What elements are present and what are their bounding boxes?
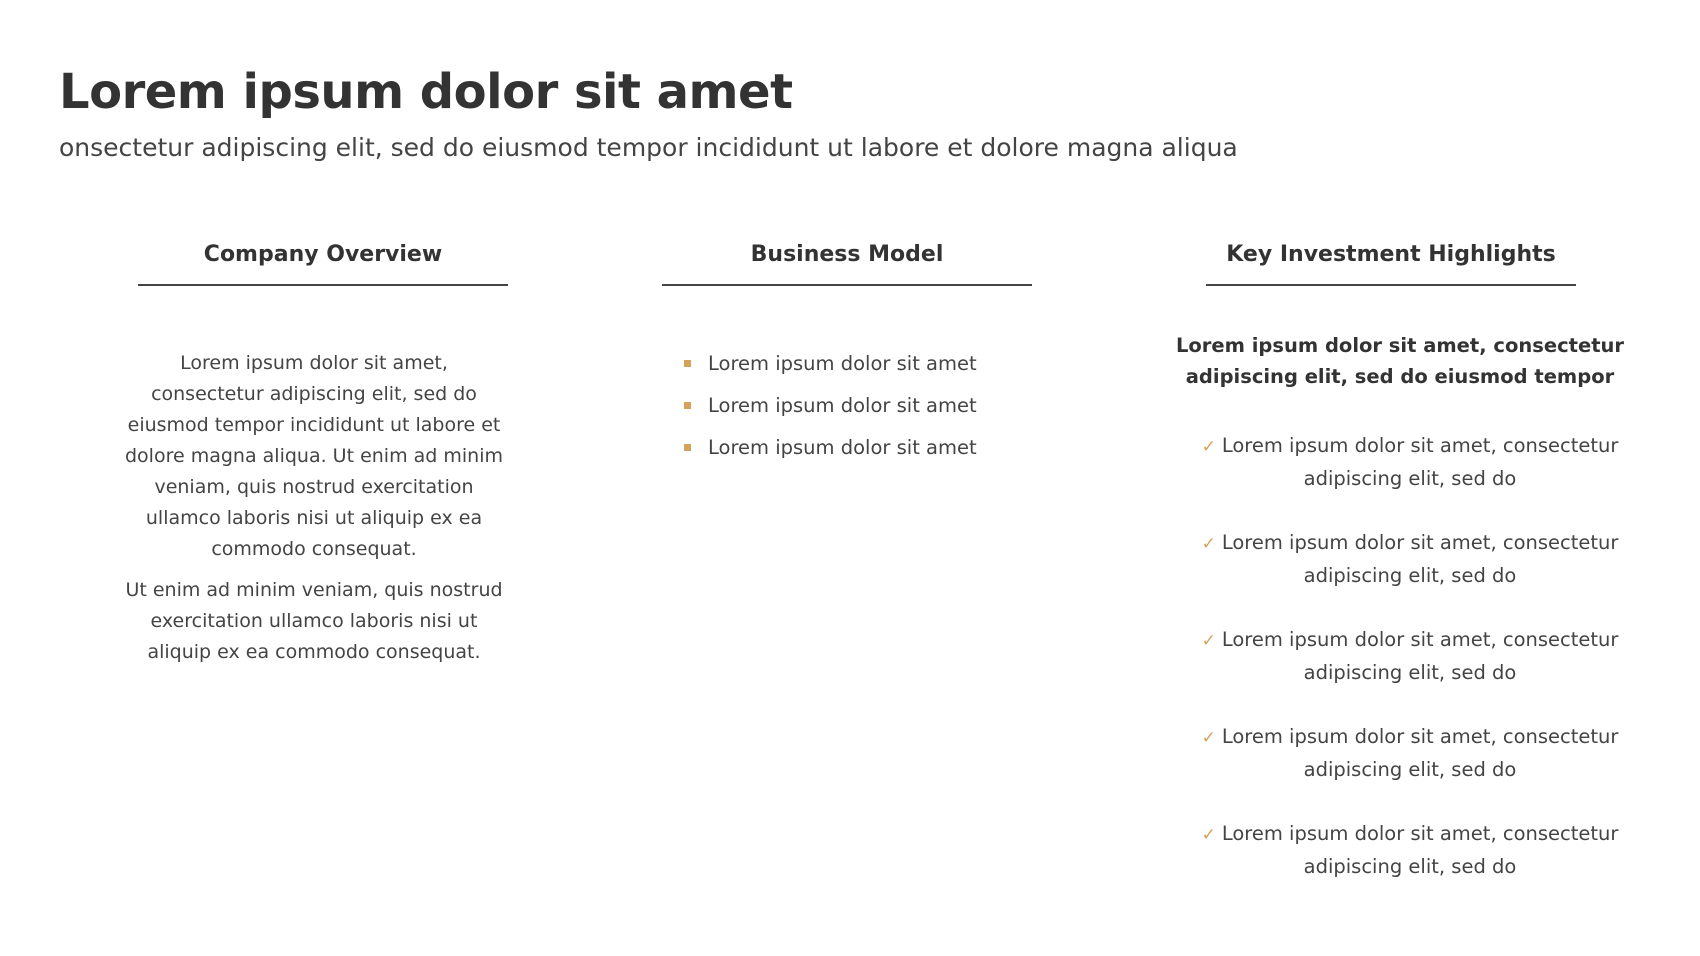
checkmark-icon: ✓ [1201, 631, 1216, 651]
company-overview-body [124, 348, 504, 678]
square-bullet-icon [684, 444, 691, 451]
checkmark-icon: ✓ [1201, 728, 1216, 748]
list-item-text: Lorem ipsum dolor sit amet, consectetur adipiscing elit, sed do [1221, 434, 1619, 490]
square-bullet-icon [684, 360, 691, 367]
overview-paragraph: Ut enim ad minim veniam, quis nostrud exercitation ullamco laboris nisi ut aliquip ex ea commodo consequat. [125, 579, 503, 663]
slide-title: Lorem ipsum dolor sit amet [59, 64, 793, 120]
list-item-text: Lorem ipsum dolor sit amet [708, 394, 977, 417]
business-model-list [682, 348, 977, 474]
list-item-text: Lorem ipsum dolor sit amet, consectetur adipiscing elit, sed do [1221, 628, 1619, 684]
investment-highlights-column [1170, 240, 1630, 878]
overview-paragraph: Lorem ipsum dolor sit amet, consectetur adipiscing elit, sed do eiusmod tempor incididunt ut labore et dolore magna aliqua. Ut enim ad minim veniam, quis nostrud exercitation ullamco laboris nisi ut aliquip ex ea commodo consequat. [125, 352, 503, 560]
highlights-list [1200, 430, 1620, 915]
slide-subtitle: onsectetur adipiscing elit, sed do eiusmod tempor incididunt ut labore et dolore magna aliqua [59, 133, 1238, 162]
checkmark-icon: ✓ [1201, 437, 1216, 457]
list-item [1200, 430, 1620, 494]
list-item-text: Lorem ipsum dolor sit amet [708, 352, 977, 375]
checkmark-icon: ✓ [1201, 825, 1216, 845]
list-item [1200, 721, 1620, 785]
list-item [1200, 624, 1620, 688]
list-item-text: Lorem ipsum dolor sit amet, consectetur adipiscing elit, sed do [1221, 822, 1619, 878]
checkmark-icon: ✓ [1201, 534, 1216, 554]
investment-highlights-heading: Key Investment Highlights [1206, 240, 1576, 286]
square-bullet-icon [684, 402, 691, 409]
business-model-column [608, 240, 1068, 459]
list-item [682, 432, 977, 463]
list-item-text: Lorem ipsum dolor sit amet, consectetur adipiscing elit, sed do [1221, 725, 1619, 781]
list-item [1200, 818, 1620, 882]
highlights-lead-text: Lorem ipsum dolor sit amet, consectetur adipiscing elit, sed do eiusmod tempor [1175, 334, 1625, 388]
list-item [682, 348, 977, 379]
list-item [682, 390, 977, 421]
business-model-heading: Business Model [662, 240, 1032, 286]
list-item-text: Lorem ipsum dolor sit amet, consectetur adipiscing elit, sed do [1221, 531, 1619, 587]
list-item [1200, 527, 1620, 591]
list-item-text: Lorem ipsum dolor sit amet [708, 436, 977, 459]
company-overview-column [84, 240, 544, 663]
company-overview-heading: Company Overview [138, 240, 508, 286]
